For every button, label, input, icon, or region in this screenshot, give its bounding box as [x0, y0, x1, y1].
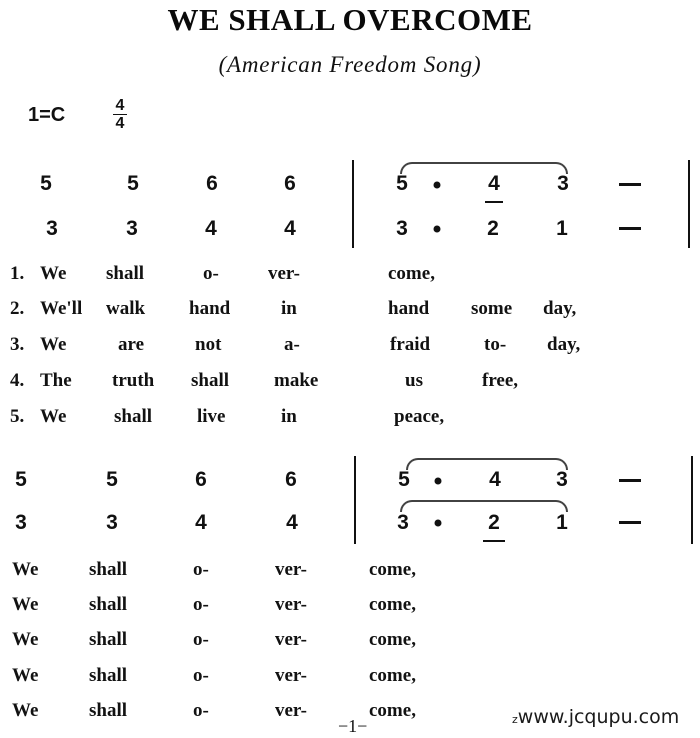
lyric-word: come, [369, 559, 416, 580]
lyric-word: fraid [390, 334, 431, 355]
lyric-word: make [274, 370, 319, 391]
time-signature [113, 97, 127, 132]
note: 4 [489, 468, 501, 491]
note: 2 [487, 217, 499, 240]
lyric-word: We [12, 559, 39, 580]
lyric-word: live [197, 406, 226, 427]
lyric-word: not [195, 334, 222, 355]
barline [352, 160, 354, 248]
barline-end [691, 456, 693, 544]
lyric-word: free, [482, 370, 519, 391]
lyric-word: in [281, 298, 297, 319]
lyric-word: We'll [40, 298, 83, 319]
lyric-word: are [118, 334, 145, 355]
lyric-word: We [40, 406, 67, 427]
note: 3 [396, 217, 408, 240]
lyric-word: shall [89, 629, 128, 650]
note: 1 [556, 511, 568, 534]
note: 6 [284, 172, 296, 195]
lyric-word: o- [193, 594, 209, 615]
lyric-word: We [12, 629, 39, 650]
verse-number: 1. [10, 263, 25, 284]
lyric-word: shall [89, 594, 128, 615]
note: 5 [40, 172, 52, 195]
lyric-word: come, [369, 594, 416, 615]
lyric-word: o- [193, 700, 209, 721]
note: 3 [557, 172, 569, 195]
lyric-word: day, [543, 298, 577, 319]
note: 5 [106, 468, 118, 491]
note: 6 [195, 468, 207, 491]
dot-augmentation [435, 520, 442, 527]
lyric-word: shall [114, 406, 153, 427]
dot-augmentation [434, 226, 441, 233]
song-title: WE SHALL OVERCOME [167, 2, 533, 37]
dot-augmentation [435, 478, 442, 485]
note: 6 [206, 172, 218, 195]
note: 3 [46, 217, 58, 240]
lyric-word: hand [388, 298, 430, 319]
note: 3 [106, 511, 118, 534]
time-signature-denominator: 4 [113, 114, 127, 132]
lyric-word: We [40, 334, 67, 355]
lyric-word: shall [89, 700, 128, 721]
lyric-word: some [471, 298, 513, 319]
note: 5 [396, 172, 408, 195]
lyric-word: o- [193, 629, 209, 650]
barline [354, 456, 356, 544]
verse-number: 5. [10, 406, 25, 427]
sustain-dash [619, 521, 641, 524]
lyric-word: We [12, 700, 39, 721]
lyric-word: come, [369, 700, 416, 721]
lyric-word: We [12, 665, 39, 686]
lyric-word: shall [89, 559, 128, 580]
lyric-word: o- [193, 559, 209, 580]
lyric-word: come, [369, 629, 416, 650]
watermark [512, 706, 679, 728]
lyric-word: truth [112, 370, 155, 391]
eighth-underline [485, 201, 503, 203]
sustain-dash [619, 227, 641, 230]
lyric-word: come, [369, 665, 416, 686]
note: 5 [398, 468, 410, 491]
note: 6 [285, 468, 297, 491]
note: 4 [195, 511, 207, 534]
lyric-word: hand [189, 298, 231, 319]
lyric-word: ver- [275, 665, 307, 686]
lyric-word: a- [284, 334, 300, 355]
watermark-url: www.jcqupu.com [517, 706, 680, 728]
sustain-dash [619, 479, 641, 482]
lyric-word: We [12, 594, 39, 615]
time-signature-numerator: 4 [115, 97, 125, 114]
page-number: −1− [338, 716, 368, 736]
lyric-word: walk [106, 298, 146, 319]
song-subtitle: (American Freedom Song) [218, 52, 482, 77]
verse-number: 2. [10, 298, 25, 319]
lyric-word: o- [203, 263, 219, 284]
lyric-word: shall [106, 263, 145, 284]
lyric-word: shall [89, 665, 128, 686]
lyric-word: The [40, 370, 72, 391]
lyric-word: come, [388, 263, 435, 284]
note: 4 [205, 217, 217, 240]
lyric-word: ver- [275, 559, 307, 580]
note: 3 [556, 468, 568, 491]
lyric-word: o- [193, 665, 209, 686]
note: 1 [556, 217, 568, 240]
dot-augmentation [434, 182, 441, 189]
note: 5 [127, 172, 139, 195]
watermark-prefix: z [512, 713, 518, 726]
lyric-word: day, [547, 334, 581, 355]
note: 4 [284, 217, 296, 240]
note: 3 [126, 217, 138, 240]
note: 3 [15, 511, 27, 534]
barline-end [688, 160, 690, 248]
lyric-word: ver- [268, 263, 300, 284]
lyric-word: us [405, 370, 423, 391]
eighth-underline [483, 540, 505, 542]
lyric-word: peace, [394, 406, 445, 427]
lyric-word: We [40, 263, 67, 284]
lyric-word: ver- [275, 629, 307, 650]
lyric-word: ver- [275, 700, 307, 721]
lyric-word: to- [484, 334, 507, 355]
note: 2 [488, 511, 500, 534]
sustain-dash [619, 183, 641, 186]
verse-number: 3. [10, 334, 25, 355]
note: 4 [488, 172, 500, 195]
note: 4 [286, 511, 298, 534]
note: 3 [397, 511, 409, 534]
lyric-word: ver- [275, 594, 307, 615]
lyric-word: in [281, 406, 297, 427]
verse-number: 4. [10, 370, 25, 391]
lyric-word: shall [191, 370, 230, 391]
note: 5 [15, 468, 27, 491]
key-signature: 1=C [28, 104, 66, 126]
